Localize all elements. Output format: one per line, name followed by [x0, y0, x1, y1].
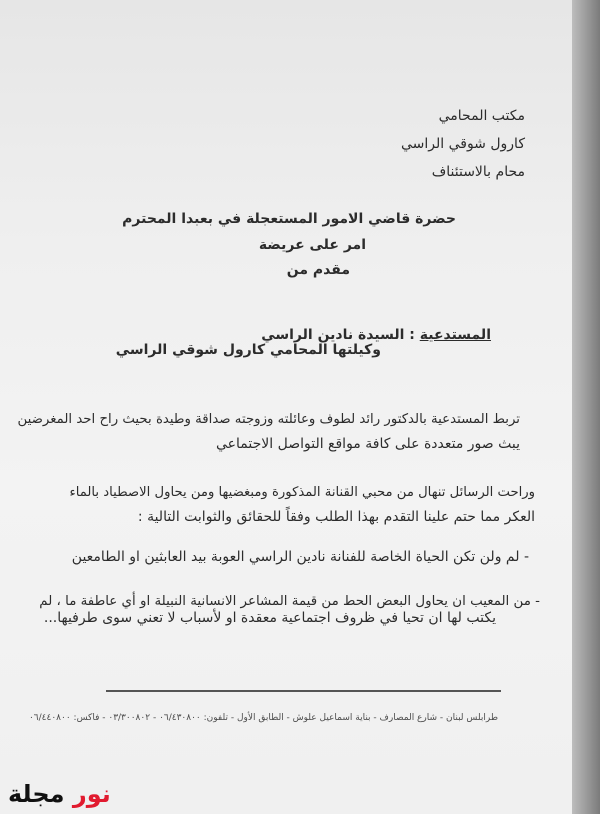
addressee-order-type: امر على عريضة	[258, 237, 366, 253]
photo-right-edge	[572, 0, 600, 814]
lawyer-office-title: مكتب المحامي	[438, 108, 525, 124]
footer-address: طرابلس لبنان - شارع المصارف - بناية اسماعيل علوش - الطابق الأول - تلفون: ٠٦/٤٣٠٨٠٠ - ٠٣/٣٠٠٨٠٢ - فاكس: ٠٦/٤٤٠٨٠٠	[28, 713, 498, 723]
paragraph-4-line-2: يكتب لها ان تحيا في ظروف اجتماعية معقدة او لأسباب لا تعني سوى طرفيها...	[43, 610, 496, 626]
paragraph-2-line-2: العكر مما حتم علينا التقدم بهذا الطلب وفقاً للحقائق والثوابت التالية :	[137, 509, 535, 525]
applicant-line	[261, 327, 491, 343]
addressee-judge: حضرة قاضي الامور المستعجلة في بعبدا المحترم	[122, 211, 456, 227]
magazine-watermark	[8, 780, 111, 808]
paragraph-3-line-1: - لم ولن تكن الحياة الخاصة للفنانة نادين الراسي العوبة بيد العابثين او الطامعين	[71, 549, 529, 565]
applicant-separator: :	[409, 327, 415, 343]
applicant-agent: وكيلتها المحامي كارول شوقي الراسي	[115, 342, 381, 358]
paragraph-2-line-1: وراحت الرسائل تنهال من محبي القنانة المذكورة ومبغضيها ومن يحاول الاصطياد بالماء	[69, 485, 535, 500]
lawyer-name: كارول شوقي الراسي	[400, 136, 525, 152]
paragraph-4-line-1: - من المعيب ان يحاول البعض الحط من قيمة المشاعر الانسانية النبيلة او أي عاطفة ما ، لم	[39, 594, 540, 609]
paragraph-1-line-2: يبث صور متعددة على كافة مواقع التواصل الاجتماعي	[216, 436, 520, 452]
watermark-word-majalla: مجلة	[8, 780, 65, 808]
paragraph-1-line-1: تربط المستدعية بالدكتور رائد لطوف وعائلته وزوجته صداقة وطيدة بحيث راح احد المغرضين	[17, 412, 520, 427]
applicant-name: السيدة نادين الراسي	[261, 327, 405, 343]
addressee-submitted-by: مقدم من	[286, 262, 350, 278]
applicant-label: المستدعية	[419, 327, 491, 343]
footer-divider	[106, 690, 501, 692]
lawyer-title: محام بالاستئناف	[431, 164, 525, 180]
watermark-word-nour: نور	[72, 780, 111, 808]
